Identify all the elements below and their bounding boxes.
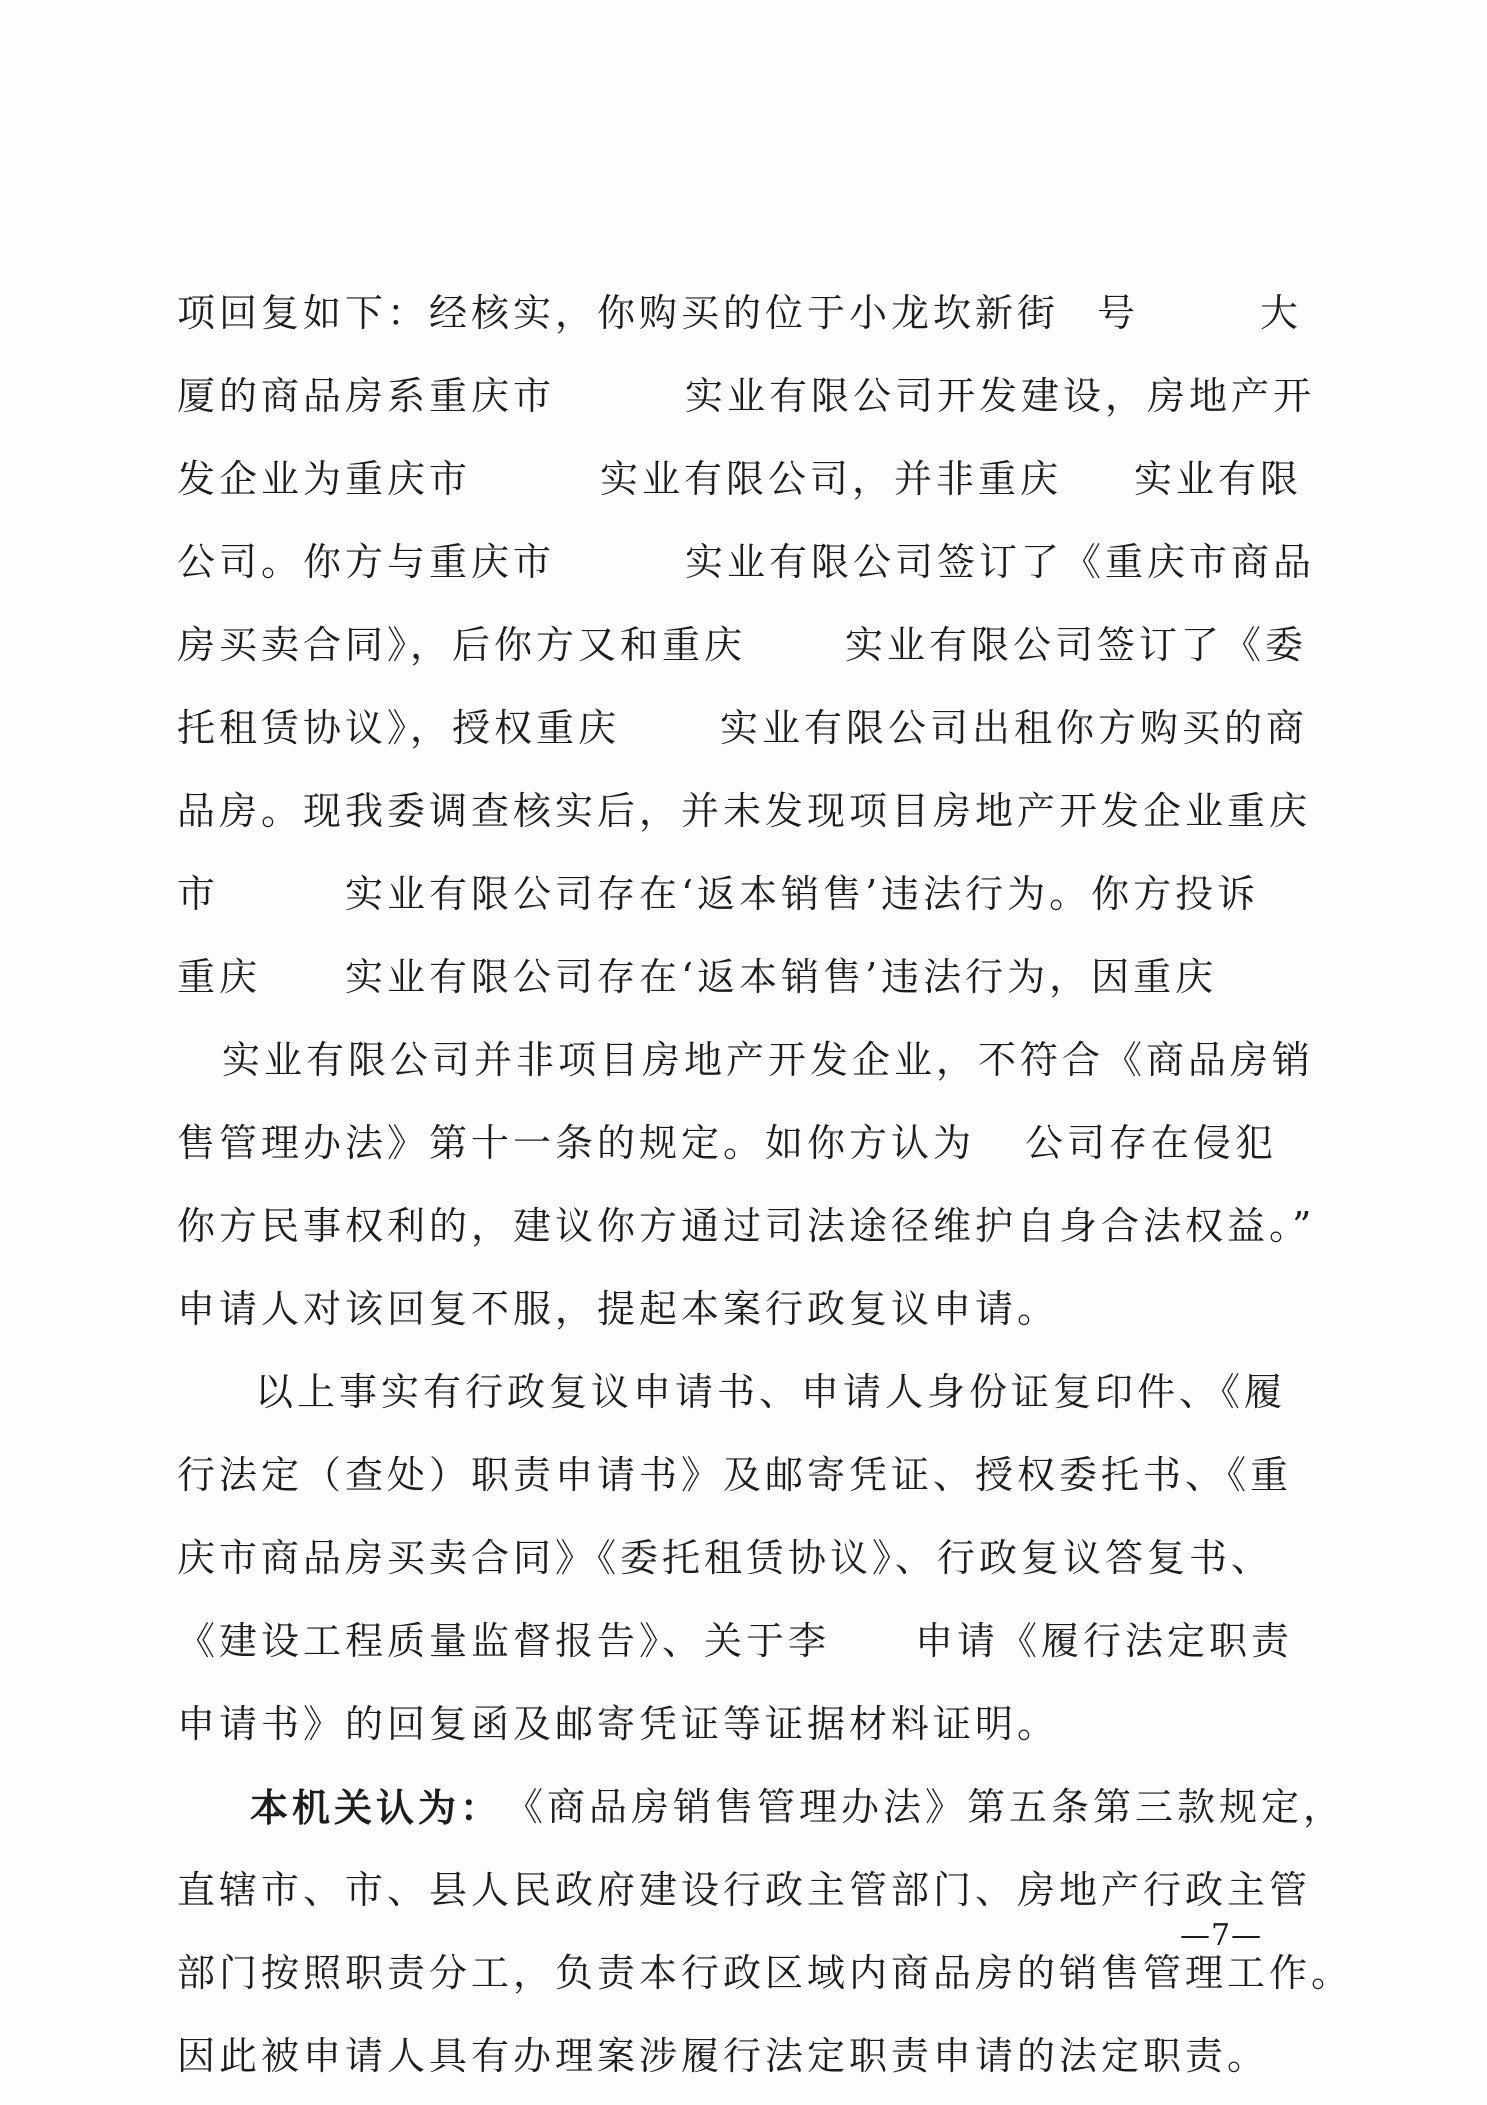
text-line [177, 1683, 1290, 1766]
text-segment: 实业有限公司，并非重庆 [600, 457, 1063, 501]
page-number: —7— [1180, 1918, 1263, 1953]
text-line [177, 1268, 1290, 1351]
text-segment: 房买卖合同》，后你方又和重庆 [177, 623, 747, 667]
text-segment: 市 [177, 872, 220, 916]
paragraph-3 [177, 1766, 1354, 2098]
text-segment: 《商品房销售管理办法》第五条第三款规定， [505, 1785, 1346, 1829]
text-line [177, 1600, 1294, 1683]
text-segment: 《建设工程质量监督报告》、关于李 [177, 1619, 831, 1663]
text-line [177, 272, 1303, 355]
text-segment: 实业有限公司并非项目房地产开发企业，不符合《商品房销 [222, 1038, 1315, 1082]
text-segment: 实业有限公司签订了《重庆市商品 [685, 540, 1316, 584]
text-segment: 申请《履行法定职责 [915, 1619, 1294, 1663]
text-segment: 公司存在侵犯 [1025, 1121, 1278, 1165]
text-line [177, 438, 1303, 521]
text-line [177, 521, 1316, 604]
text-line [177, 1517, 1290, 1600]
text-line [177, 604, 1308, 687]
bold-lead-text: 本机关认为： [250, 1785, 503, 1830]
text-segment: 实业有限公司存在‘返本销售’违法行为。你方投诉 [345, 872, 1260, 916]
text-line [177, 1102, 1290, 1185]
text-line [177, 1434, 1293, 1517]
text-segment: 行法定（查处）职责申请书》及邮寄凭证、授权委托书、《重 [177, 1453, 1293, 1497]
text-segment: 申请人对该回复不服，提起本案行政复议申请。 [177, 1287, 1060, 1331]
text-segment: 庆市商品房买卖合同》《委托租赁协议》、行政复议答复书、 [177, 1536, 1274, 1580]
text-line [177, 936, 1290, 1019]
document-body [177, 272, 1354, 2098]
text-line [177, 853, 1290, 936]
text-segment: 售管理办法》第十一条的规定。如你方认为 [177, 1121, 976, 1165]
text-segment: 实业有限 [1134, 457, 1303, 501]
text-segment: 实业有限公司开发建设，房地产开 [685, 374, 1316, 418]
text-line [180, 1019, 1315, 1102]
text-segment: 实业有限公司签订了《委 [845, 623, 1308, 667]
text-segment: 托租赁协议》，授权重庆 [177, 706, 621, 750]
text-line [177, 1185, 1316, 1268]
text-line [177, 355, 1316, 438]
text-line [177, 770, 1312, 853]
text-segment: 申请书》的回复函及邮寄凭证等证据材料证明。 [177, 1702, 1060, 1746]
text-segment: 实业有限公司出租你方购买的商 [720, 706, 1309, 750]
text-line [180, 1766, 1346, 1849]
text-segment: 因此被申请人具有办理案涉履行法定职责申请的法定职责。 [177, 2034, 1270, 2078]
text-segment: 重庆 [177, 955, 262, 999]
text-segment: 品房。现我委调查核实后，并未发现项目房地产开发企业重庆 [177, 789, 1312, 833]
paragraph-1 [177, 272, 1316, 1351]
text-segment: 发企业为重庆市 [177, 457, 472, 501]
text-segment: 大 [1260, 291, 1303, 335]
text-segment: 号 [1097, 291, 1140, 335]
text-line [177, 687, 1309, 770]
text-segment: 直辖市、市、县人民政府建设行政主管部门、房地产行政主管 [177, 1868, 1312, 1912]
text-segment: 项回复如下：经核实，你购买的位于小龙坎新街 [177, 291, 1060, 335]
text-line [177, 2015, 1290, 2098]
text-segment: 以上事实有行政复议申请书、申请人身份证复印件、《履 [255, 1370, 1287, 1414]
paragraph-2 [177, 1351, 1294, 1766]
text-segment: 实业有限公司存在‘返本销售’违法行为，因重庆 [345, 955, 1218, 999]
text-line [177, 1849, 1312, 1932]
text-segment: 部门按照职责分工，负责本行政区域内商品房的销售管理工作。 [177, 1951, 1354, 1995]
text-segment: 公司。你方与重庆市 [177, 540, 556, 584]
text-segment: 你方民事权利的，建议你方通过司法途径维护自身合法权益。” [177, 1204, 1316, 1248]
text-line [177, 1932, 1354, 2015]
text-line [180, 1351, 1290, 1434]
text-segment: 厦的商品房系重庆市 [177, 374, 556, 418]
